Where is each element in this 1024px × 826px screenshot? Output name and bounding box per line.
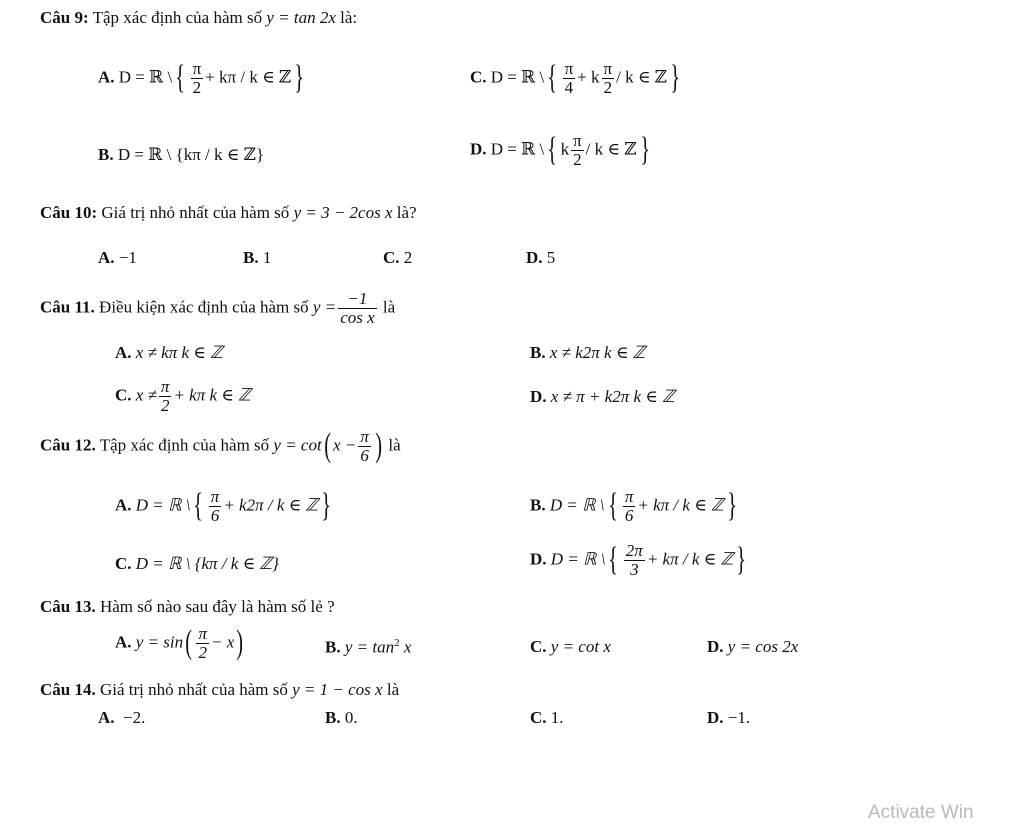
q14-stem: Câu 14. Giá trị nhỏ nhất của hàm số y = 1 − cos x là xyxy=(40,680,400,699)
q9-end: là: xyxy=(340,8,358,27)
q12-option-d: D. D = ℝ \{ $\frac{2\pi}{3}$ + kπ / k ∈ ℤ} xyxy=(530,541,747,579)
q10-option-d: D. 5 xyxy=(526,248,556,267)
q14-option-a: A. −2. xyxy=(98,708,146,727)
q11-fraction: $\frac{-1}{\text{cos x}}$ xyxy=(340,289,375,327)
q14-option-b: B. 0. xyxy=(325,708,358,727)
activation-watermark: Activate Win xyxy=(868,802,974,823)
q9-option-b: B. D = ℝ \ {kπ / k ∈ ℤ} xyxy=(98,145,265,164)
q9-stem xyxy=(40,8,357,28)
q11-option-a: A. x ≠ kπ k ∈ ℤ xyxy=(115,343,223,362)
q13-option-b: B. $y = \tan^2 x$ xyxy=(325,637,412,657)
q10-option-a: A. −1 xyxy=(98,248,137,267)
q13-option-a: A. y = sin( $\frac{\pi}{2}$ − x) xyxy=(115,624,244,662)
q11-option-d: D. x ≠ π + k2π k ∈ ℤ xyxy=(530,387,675,406)
q11-option-c: C. x ≠ $\frac{\pi}{2}$ + kπ k ∈ ℤ xyxy=(115,377,251,415)
q10-option-c: C. 2 xyxy=(383,248,413,267)
q12-option-c: C. D = ℝ \ {kπ / k ∈ ℤ} xyxy=(115,554,279,573)
q9-func: y = tan 2x xyxy=(266,8,336,27)
q10-stem: Câu 10: Giá trị nhỏ nhất của hàm số y = 3 − 2cos x là? xyxy=(40,203,417,222)
q11-option-b: B. x ≠ k2π k ∈ ℤ xyxy=(530,343,646,362)
q9-option-c: C. D = ℝ \{ $\frac{\pi}{4}$ + k $\frac{\pi}{2}$ / k ∈ ℤ} xyxy=(470,59,681,97)
q14-option-c: C. 1. xyxy=(530,708,564,727)
q9-a-fraction: $\frac{\pi}{2}$ xyxy=(192,59,202,97)
q12-option-a: A. D = ℝ \{ $\frac{\pi}{6}$ + k2π / k ∈ ℤ} xyxy=(115,487,332,525)
q9-option-a: A. D = ℝ \{ $\frac{\pi}{2}$ + kπ / k ∈ ℤ} xyxy=(98,59,305,97)
q11-stem: Câu 11. Điều kiện xác định của hàm số y = $\frac{-1}{\text{cos x}}$ là xyxy=(40,289,396,327)
q14-option-d: D. −1. xyxy=(707,708,751,727)
q13-option-d: D. y = cos 2x xyxy=(707,637,799,656)
q9-text: Tập xác định của hàm số xyxy=(92,8,263,27)
q13-option-c: C. y = cot x xyxy=(530,637,611,656)
q9-label: Câu 9: xyxy=(40,8,89,27)
q12-stem: Câu 12. Tập xác định của hàm số y = cot( x − $\frac{\pi}{6}$ ) là xyxy=(40,427,401,465)
q13-stem: Câu 13. Hàm số nào sau đây là hàm số lẻ ? xyxy=(40,597,335,616)
q12-option-b: B. D = ℝ \{ $\frac{\pi}{6}$ + kπ / k ∈ ℤ} xyxy=(530,487,737,525)
q10-option-b: B. 1 xyxy=(243,248,272,267)
q9-option-d: D. D = ℝ \{ k $\frac{\pi}{2}$ / k ∈ ℤ} xyxy=(470,131,650,169)
